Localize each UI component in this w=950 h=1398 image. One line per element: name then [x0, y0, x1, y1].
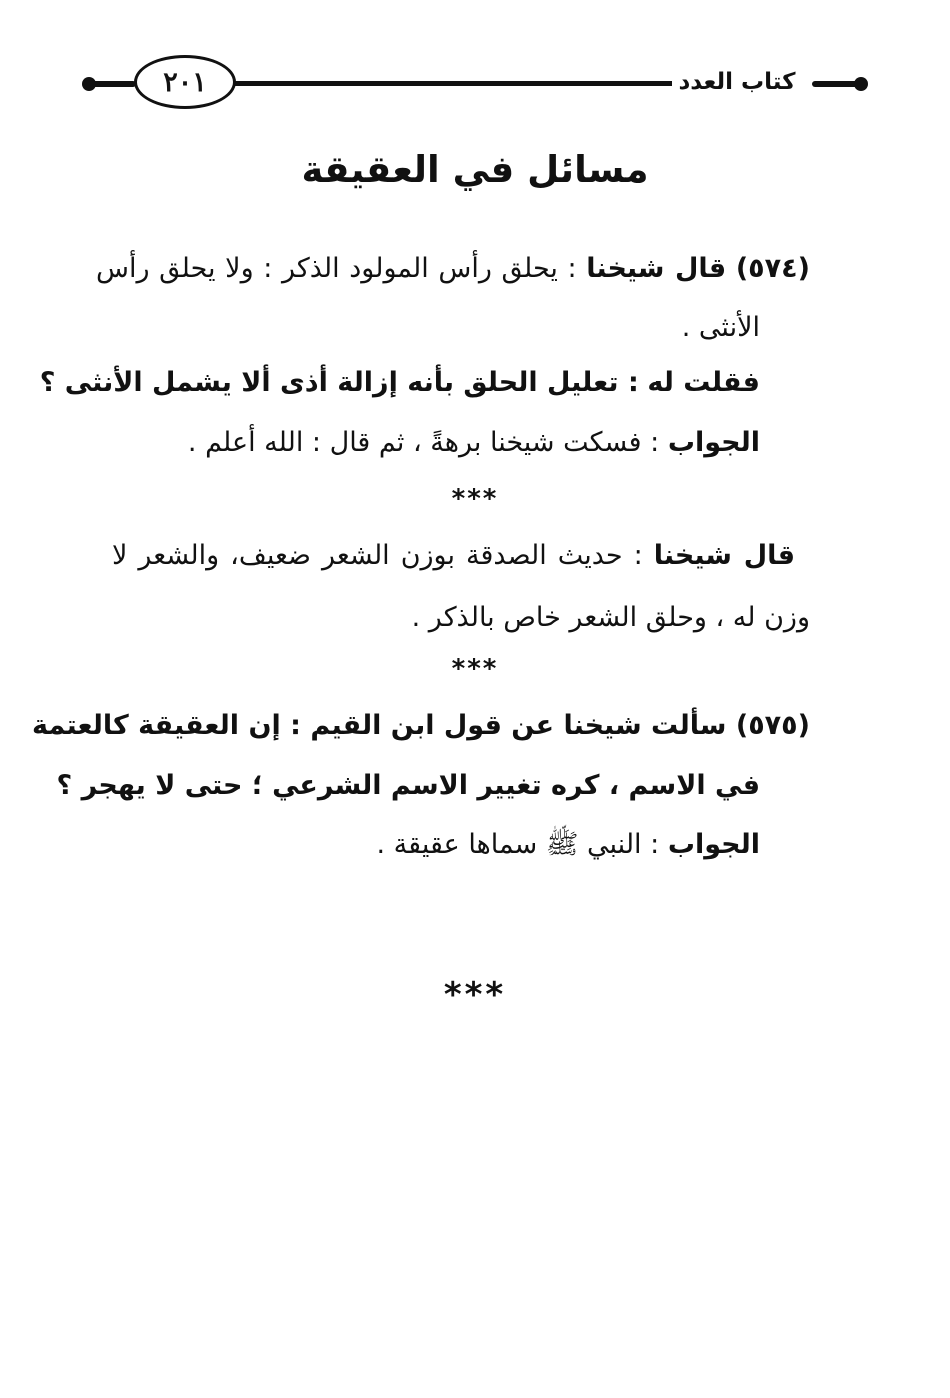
issue-574-answer	[188, 420, 760, 466]
question-lead: فقلت له	[647, 367, 760, 398]
issue-575-line-2: في الاسم ، كره تغيير الاسم الشرعي ؛ حتى لا يهجر ؟	[56, 770, 760, 801]
page-header	[84, 52, 866, 114]
statement-text: : حديث الصدقة بوزن الشعر ضعيف، والشعر لا	[112, 540, 643, 571]
issue-575-answer	[377, 822, 760, 868]
section-separator: ***	[451, 654, 499, 684]
page-number: ٢٠١	[163, 66, 207, 98]
note-line-1	[112, 533, 795, 579]
question-text: : تعليل الحلق بأنه إزالة أذى ألا يشمل الأنثى ؟	[39, 367, 639, 398]
speaker-lead: قال شيخنا	[653, 540, 795, 571]
issue-number: (٥٧٤)	[735, 253, 810, 284]
header-rule-left	[84, 81, 136, 87]
issue-574-question	[40, 360, 760, 406]
issue-575-line-1	[32, 703, 810, 749]
speaker-lead: قال شيخنا	[586, 253, 727, 284]
answer-lead: الجواب	[667, 427, 760, 458]
answer-lead: الجواب	[667, 829, 760, 860]
page-number-oval	[134, 55, 236, 109]
chapter-title: مسائل في العقيقة	[301, 148, 649, 191]
issue-number: (٥٧٥)	[735, 710, 810, 741]
running-head-book-title: كتاب العدد	[672, 62, 802, 102]
section-separator: ***	[451, 484, 499, 514]
header-rule-right	[812, 81, 866, 87]
note-line-2: وزن له ، وحلق الشعر خاص بالذكر .	[411, 602, 810, 633]
end-separator: ***	[443, 975, 507, 1015]
statement-text: : يحلق رأس المولود الذكر : ولا يحلق رأس	[96, 253, 577, 284]
answer-text: : النبي ﷺ سماها عقيقة .	[376, 829, 660, 860]
issue-574-line-2: الأنثى .	[681, 312, 760, 343]
issue-574-line-1	[96, 246, 810, 292]
answer-text: : فسكت شيخنا برهةً ، ثم قال : الله أعلم .	[187, 427, 660, 458]
question-text: سألت شيخنا عن قول ابن القيم : إن العقيقة كالعتمة	[32, 710, 727, 741]
